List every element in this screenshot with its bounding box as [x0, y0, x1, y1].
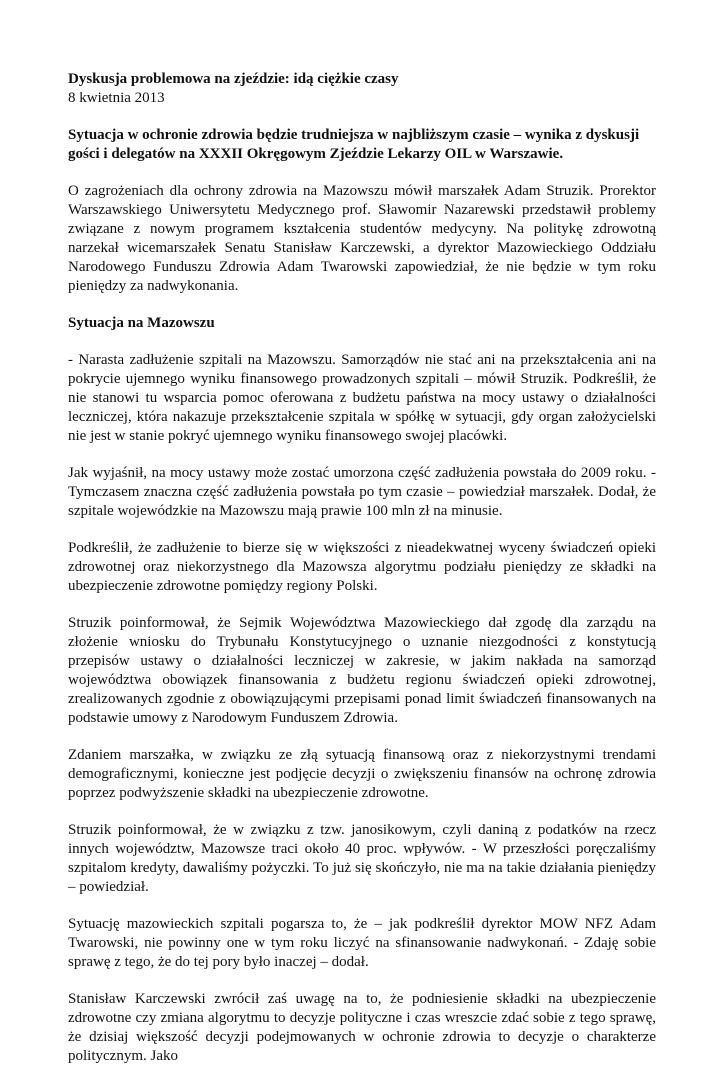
body-paragraph: Struzik poinformował, że w związku z tzw. janosikowym, czyli daniną z podatków na rzecz innych województw, Mazowsze traci około 40 proc. wpływów. - W przeszłości poręczaliśmy szpitalom kredyty, dawaliśmy pożyczki. To już się skończyło, nie ma na takie działania pieniędzy – powiedział. [68, 822, 656, 895]
article-date: 8 kwietnia 2013 [68, 90, 165, 106]
body-paragraph: Podkreślił, że zadłużenie to bierze się w większości z nieadekwatnej wyceny świadczeń opieki zdrowotnej oraz niekorzystnego dla Mazowsza algorytmu podziału pieniędzy ze składki na ubezpieczenie zdrowotne pomiędzy regiony Polski. [68, 540, 656, 594]
article-lead: Sytuacja w ochronie zdrowia będzie trudniejsza w najbliższym czasie – wynika z dyskusji gości i delegatów na XXXII Okręgowym Zjeździe Lekarzy OIL w Warszawie. [68, 127, 640, 162]
body-paragraph: Sytuację mazowieckich szpitali pogarsza to, że – jak podkreślił dyrektor MOW NFZ Adam Twarowski, nie powinny one w tym roku liczyć na sfinansowanie nadwykonań. - Zdaję sobie sprawę z tego, że do tej pory było inaczej – dodał. [68, 916, 656, 970]
body-paragraph: - Narasta zadłużenie szpitali na Mazowszu. Samorządów nie stać ani na przekształcenia ani na pokrycie ujemnego wyniku finansowego prowadzonych szpitali – mówił Struzik. Podkreślił, że nie stanowi tu wsparcia pomoc oferowana z budżetu państwa na mocy ustawy o działalności leczniczej, która nakazuje przekształcenie szpitala w spółkę w sytuacji, gdy organ założycielski nie jest w stanie pokryć ujemnego wyniku finansowego swojej placówki. [68, 352, 656, 444]
section-heading: Sytuacja na Mazowszu [68, 315, 215, 331]
body-paragraph: Zdaniem marszałka, w związku ze złą sytuacją finansową oraz z niekorzystnymi trendami demograficznymi, konieczne jest podjęcie decyzji o zwiększeniu finansów na ochronę zdrowia poprzez podwyższenie składki na ubezpieczenie zdrowotne. [68, 747, 656, 801]
body-paragraph: Stanisław Karczewski zwrócił zaś uwagę na to, że podniesienie składki na ubezpieczenie zdrowotne czy zmiana algorytmu to decyzje polityczne i czas wreszcie zdać sobie z tego sprawę, że dzisiaj większość decyzji podejmowanych w ochronie zdrowia to decyzje o charakterze politycznym. Jako [68, 991, 656, 1064]
intro-paragraph: O zagrożeniach dla ochrony zdrowia na Mazowszu mówił marszałek Adam Struzik. Prorektor Warszawskiego Uniwersytetu Medycznego prof. Sławomir Nazarewski przedstawił problemy związane z nowym programem kształcenia studentów medycyny. Na politykę zdrowotną narzekał wicemarszałek Senatu Stanisław Karczewski, a dyrektor Mazowieckiego Oddziału Narodowego Funduszu Zdrowia Adam Twarowski zapowiedział, że nie będzie w tym roku pieniędzy za nadwykonania. [68, 183, 656, 294]
body-paragraph: Jak wyjaśnił, na mocy ustawy może zostać umorzona część zadłużenia powstała do 2009 roku. - Tymczasem znaczna część zadłużenia powstała po tym czasie – powiedział marszałek. Dodał, że szpitale wojewódzkie na Mazowszu mają prawie 100 mln zł na minusie. [68, 465, 656, 519]
body-paragraph: Struzik poinformował, że Sejmik Województwa Mazowieckiego dał zgodę dla zarządu na złożenie wniosku do Trybunału Konstytucyjnego o uznanie niezgodności z konstytucją przepisów ustawy o działalności leczniczej w zakresie, w jakim nakłada na samorząd województwa obowiązek finansowania z budżetu regionu świadczeń opieki zdrowotnej, zrealizowanych zgodnie z obowiązującymi przepisami ponad limit świadczeń finansowanych na podstawie umowy z Narodowym Funduszem Zdrowia. [68, 615, 656, 726]
article-title: Dyskusja problemowa na zjeździe: idą ciężkie czasy [68, 71, 399, 87]
